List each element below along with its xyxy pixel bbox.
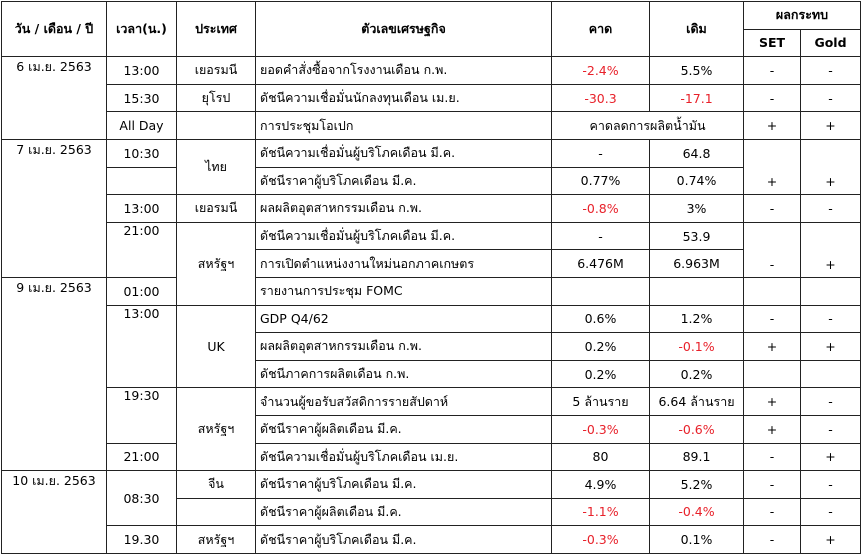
gold-impact-cell: - [801,195,861,223]
country-cell: สหรัฐฯ [177,526,256,554]
set-impact-cell: + [744,112,801,140]
country-cell: เยอรมนี [177,195,256,223]
indicator-cell: GDP Q4/62 [256,305,552,333]
indicator-cell: ดัชนีความเชื่อมั่นผู้บริโภคเดือน มี.ค. [256,139,552,167]
previous-cell [650,277,744,305]
gold-impact-cell: + [801,222,861,277]
table-row [2,112,861,140]
previous-cell: 5.5% [650,57,744,85]
header-gold: Gold [801,29,861,57]
table-row [2,526,861,554]
header-forecast: คาด [552,2,650,57]
date-cell: 10 เม.ย. 2563 [2,471,107,554]
gold-impact-cell: - [801,305,861,333]
time-cell: 19:30 [107,388,177,443]
gold-impact-cell: - [801,84,861,112]
header-set: SET [744,29,801,57]
country-cell: เยอรมนี [177,57,256,85]
header-indicator: ตัวเลขเศรษฐกิจ [256,2,552,57]
time-cell: 21:00 [107,443,177,471]
indicator-cell: ยอดคำสั่งซื้อจากโรงงานเดือน ก.พ. [256,57,552,85]
forecast-cell: 0.6% [552,305,650,333]
indicator-cell: ดัชนีภาคการผลิตเดือน ก.พ. [256,360,552,388]
forecast-cell: -0.3% [552,526,650,554]
set-impact-cell: - [744,471,801,499]
indicator-cell: ดัชนีความเชื่อมั่นผู้บริโภคเดือน เม.ย. [256,443,552,471]
gold-impact-cell: + [801,112,861,140]
set-impact-cell: - [744,498,801,526]
gold-impact-cell [801,360,861,388]
forecast-cell: -0.3% [552,415,650,443]
indicator-cell: รายงานการประชุม FOMC [256,277,552,305]
previous-cell: 0.1% [650,526,744,554]
forecast-cell: 5 ล้านราย [552,388,650,416]
previous-cell: 53.9 [650,222,744,250]
time-cell: 01:00 [107,277,177,305]
table-row [2,57,861,85]
header-date: วัน / เดือน / ปี [2,2,107,57]
set-impact-cell: - [744,526,801,554]
date-cell: 7 เม.ย. 2563 [2,139,107,277]
gold-impact-cell: - [801,415,861,443]
table-row [2,443,861,471]
indicator-cell: ดัชนีราคาผู้ผลิตเดือน มี.ค. [256,498,552,526]
gold-impact-cell: + [801,333,861,361]
date-cell: 6 เม.ย. 2563 [2,57,107,140]
time-cell [107,167,177,195]
forecast-cell: -1.1% [552,498,650,526]
time-cell: 15:30 [107,84,177,112]
previous-cell: 6.64 ล้านราย [650,388,744,416]
forecast-cell: - [552,139,650,167]
indicator-cell: ผลผลิตอุตสาหกรรมเดือน ก.พ. [256,195,552,223]
set-impact-cell: + [744,333,801,361]
time-cell: 13:00 [107,305,177,388]
table-row [2,167,861,195]
set-impact-cell: - [744,443,801,471]
header-time: เวลา(น.) [107,2,177,57]
set-impact-cell: + [744,415,801,443]
previous-cell: -0.4% [650,498,744,526]
previous-cell: 1.2% [650,305,744,333]
time-cell: 13:00 [107,57,177,85]
previous-cell: 64.8 [650,139,744,167]
previous-cell: 0.74% [650,167,744,195]
country-cell: สหรัฐฯ [177,388,256,471]
economic-calendar-table [1,1,861,554]
country-cell: UK [177,305,256,388]
forecast-cell [552,277,650,305]
indicator-cell: การเปิดตำแหน่งงานใหม่นอกภาคเกษตร [256,250,552,278]
country-cell: ไทย [177,139,256,194]
indicator-cell: ดัชนีราคาผู้บริโภคเดือน มี.ค. [256,167,552,195]
previous-cell: -0.1% [650,333,744,361]
time-cell: 19.30 [107,526,177,554]
indicator-cell: ดัชนีราคาผู้บริโภคเดือน มี.ค. [256,526,552,554]
set-impact-cell: + [744,139,801,194]
country-cell: สหรัฐฯ [177,222,256,305]
time-cell: 10:30 [107,139,177,167]
country-cell: ยุโรป [177,84,256,112]
set-impact-cell: - [744,305,801,333]
time-cell: 08:30 [107,471,177,526]
forecast-cell: -0.8% [552,195,650,223]
time-cell: All Day [107,112,177,140]
gold-impact-cell: + [801,443,861,471]
previous-cell: 89.1 [650,443,744,471]
set-impact-cell: - [744,84,801,112]
gold-impact-cell: - [801,471,861,499]
previous-cell: 5.2% [650,471,744,499]
forecast-cell: -2.4% [552,57,650,85]
gold-impact-cell [801,277,861,305]
previous-cell: 0.2% [650,360,744,388]
header-country: ประเทศ [177,2,256,57]
table-row [2,388,861,416]
table-row [2,139,861,167]
forecast-cell: 80 [552,443,650,471]
set-impact-cell: - [744,222,801,277]
previous-cell: -0.6% [650,415,744,443]
set-impact-cell [744,360,801,388]
previous-cell: -17.1 [650,84,744,112]
gold-impact-cell: - [801,57,861,85]
indicator-cell: การประชุมโอเปก [256,112,552,140]
gold-impact-cell: + [801,526,861,554]
header-previous: เดิม [650,2,744,57]
gold-impact-cell: - [801,388,861,416]
indicator-cell: ดัชนีราคาผู้บริโภคเดือน มี.ค. [256,471,552,499]
previous-cell: 6.963M [650,250,744,278]
forecast-note-cell: คาดลดการผลิตน้ำมัน [552,112,744,140]
indicator-cell: จำนวนผู้ขอรับสวัสดิการรายสัปดาห์ [256,388,552,416]
forecast-cell: 0.77% [552,167,650,195]
previous-cell: 3% [650,195,744,223]
set-impact-cell: + [744,388,801,416]
forecast-cell: 0.2% [552,333,650,361]
header-impact: ผลกระทบ [744,2,861,30]
table-row [2,471,861,499]
time-cell: 21:00 [107,222,177,277]
date-cell: 9 เม.ย. 2563 [2,277,107,470]
forecast-cell: 0.2% [552,360,650,388]
gold-impact-cell: - [801,498,861,526]
indicator-cell: ดัชนีราคาผู้ผลิตเดือน มี.ค. [256,415,552,443]
forecast-cell: -30.3 [552,84,650,112]
country-cell [177,498,256,526]
table-row [2,195,861,223]
forecast-cell: 4.9% [552,471,650,499]
indicator-cell: ผลผลิตอุตสาหกรรมเดือน ก.พ. [256,333,552,361]
indicator-cell: ดัชนีความเชื่อมั่นนักลงทุนเดือน เม.ย. [256,84,552,112]
set-impact-cell [744,277,801,305]
forecast-cell: 6.476M [552,250,650,278]
country-cell [177,112,256,140]
set-impact-cell: - [744,57,801,85]
indicator-cell: ดัชนีความเชื่อมั่นผู้บริโภคเดือน มี.ค. [256,222,552,250]
table-row [2,305,861,333]
set-impact-cell: - [744,195,801,223]
gold-impact-cell: + [801,139,861,194]
time-cell: 13:00 [107,195,177,223]
table-row [2,84,861,112]
country-cell: จีน [177,471,256,499]
forecast-cell: - [552,222,650,250]
table-row [2,222,861,250]
table-row [2,277,861,305]
